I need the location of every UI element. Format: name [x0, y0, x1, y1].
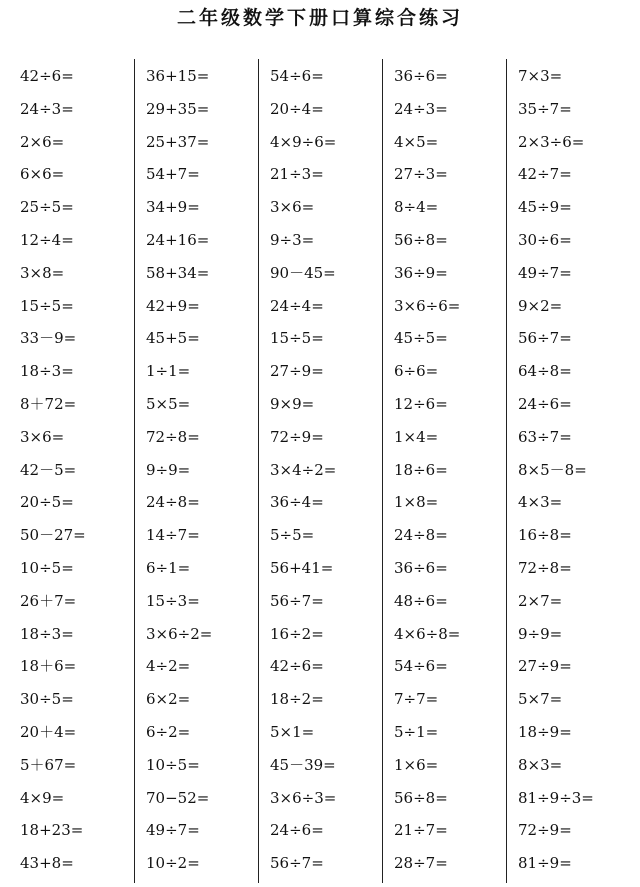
arithmetic-problem: 27÷9= — [270, 362, 324, 381]
arithmetic-problem: 5×1= — [270, 723, 315, 741]
arithmetic-problem: 6×2= — [146, 690, 191, 709]
arithmetic-problem: 45－39= — [270, 755, 336, 774]
arithmetic-problem: 15÷5= — [270, 329, 324, 348]
arithmetic-problem: 30÷6= — [518, 231, 572, 249]
arithmetic-problem: 10÷5= — [146, 755, 200, 774]
arithmetic-problem: 21÷7= — [394, 821, 448, 840]
problem-column-5 — [506, 59, 630, 883]
arithmetic-problem: 9÷3= — [270, 231, 315, 249]
arithmetic-problem: 30÷5= — [20, 690, 74, 709]
arithmetic-problem: 9÷9= — [518, 624, 563, 643]
arithmetic-problem: 3×6= — [20, 427, 65, 446]
arithmetic-problem: 56+41= — [270, 559, 334, 577]
arithmetic-problem: 72÷9= — [518, 821, 572, 840]
arithmetic-problem: 5×5= — [146, 395, 191, 413]
arithmetic-problem: 1×8= — [394, 493, 439, 512]
arithmetic-problem: 10÷5= — [20, 559, 74, 577]
arithmetic-problem: 20÷5= — [20, 493, 74, 512]
arithmetic-problem: 18+23= — [20, 821, 84, 840]
arithmetic-problem: 5÷1= — [394, 723, 439, 741]
arithmetic-problem: 9×9= — [270, 395, 315, 413]
arithmetic-problem: 8×5－8= — [518, 460, 587, 479]
arithmetic-problem: 24÷6= — [518, 395, 572, 413]
arithmetic-problem: 1×4= — [394, 427, 439, 446]
arithmetic-problem: 6÷1= — [146, 559, 191, 577]
arithmetic-problem: 4÷2= — [146, 657, 191, 676]
arithmetic-problem: 4×3= — [518, 493, 563, 512]
arithmetic-problem: 2×6= — [20, 132, 65, 151]
arithmetic-problem: 5＋67= — [20, 755, 77, 774]
arithmetic-problem: 3×4÷2= — [270, 460, 337, 479]
arithmetic-problem: 25+37= — [146, 132, 210, 151]
arithmetic-problem: 1÷1= — [146, 362, 191, 381]
arithmetic-problem: 72÷8= — [146, 427, 200, 446]
arithmetic-problem: 18＋6= — [20, 657, 77, 676]
page-title: 二年级数学下册口算综合练习 — [176, 7, 463, 29]
arithmetic-problem: 36÷6= — [394, 67, 448, 85]
arithmetic-problem: 18÷6= — [394, 460, 448, 479]
arithmetic-problem: 56÷7= — [270, 854, 324, 873]
problem-column-4 — [382, 59, 506, 883]
arithmetic-problem: 4×5= — [394, 132, 439, 151]
arithmetic-problem: 48÷6= — [394, 591, 448, 610]
arithmetic-problem: 24÷8= — [394, 526, 448, 545]
arithmetic-problem: 3×6÷6= — [394, 296, 461, 315]
arithmetic-problem: 14÷7= — [146, 526, 200, 545]
arithmetic-problem: 26＋7= — [20, 591, 77, 610]
arithmetic-problem: 18÷3= — [20, 624, 74, 643]
arithmetic-problem: 54+7= — [146, 165, 200, 184]
arithmetic-problem: 64÷8= — [518, 362, 572, 381]
arithmetic-problem: 56÷8= — [394, 788, 448, 807]
arithmetic-problem: 8＋72= — [20, 395, 77, 413]
arithmetic-problem: 63÷7= — [518, 427, 572, 446]
arithmetic-problem: 12÷6= — [394, 395, 448, 413]
arithmetic-problem: 36÷9= — [394, 263, 448, 282]
arithmetic-problem: 43+8= — [20, 854, 74, 873]
arithmetic-problem: 3×6= — [270, 198, 315, 217]
arithmetic-problem: 42÷6= — [270, 657, 324, 676]
arithmetic-problem: 24÷6= — [270, 821, 324, 840]
arithmetic-problem: 25÷5= — [20, 198, 74, 217]
arithmetic-problem: 21÷3= — [270, 165, 324, 184]
arithmetic-problem: 70−52= — [146, 788, 210, 807]
problem-column-1 — [10, 59, 134, 883]
arithmetic-problem: 9÷9= — [146, 460, 191, 479]
arithmetic-problem: 54÷6= — [270, 67, 324, 85]
arithmetic-problem: 4×9÷6= — [270, 132, 337, 151]
arithmetic-problem: 29+35= — [146, 99, 210, 118]
arithmetic-problem: 24÷3= — [20, 99, 74, 118]
arithmetic-problem: 45÷5= — [394, 329, 448, 348]
arithmetic-problem: 45÷9= — [518, 198, 572, 217]
arithmetic-problem: 20÷4= — [270, 99, 324, 118]
arithmetic-problem: 2×7= — [518, 591, 563, 610]
arithmetic-problem: 9×2= — [518, 296, 563, 315]
arithmetic-problem: 18÷9= — [518, 723, 572, 741]
arithmetic-problem: 28÷7= — [394, 854, 448, 873]
arithmetic-problem: 49÷7= — [518, 263, 572, 282]
arithmetic-problem: 42÷7= — [518, 165, 572, 184]
arithmetic-problem: 8×3= — [518, 755, 563, 774]
arithmetic-problem: 27÷9= — [518, 657, 572, 676]
problem-grid — [10, 59, 630, 883]
arithmetic-problem: 81÷9÷3= — [518, 788, 594, 807]
arithmetic-problem: 12÷4= — [20, 231, 74, 249]
problem-column-3 — [258, 59, 382, 883]
arithmetic-problem: 90－45= — [270, 263, 336, 282]
arithmetic-problem: 42－5= — [20, 460, 77, 479]
arithmetic-problem: 50－27= — [20, 526, 86, 545]
arithmetic-problem: 56÷7= — [270, 591, 324, 610]
arithmetic-problem: 7÷7= — [394, 690, 439, 709]
arithmetic-problem: 24+16= — [146, 231, 210, 249]
arithmetic-problem: 4×6÷8= — [394, 624, 461, 643]
arithmetic-problem: 54÷6= — [394, 657, 448, 676]
arithmetic-problem: 15÷3= — [146, 591, 200, 610]
arithmetic-problem: 8÷4= — [394, 198, 439, 217]
arithmetic-problem: 45+5= — [146, 329, 200, 348]
arithmetic-problem: 6×6= — [20, 165, 65, 184]
arithmetic-problem: 18÷3= — [20, 362, 74, 381]
arithmetic-problem: 56÷8= — [394, 231, 448, 249]
arithmetic-problem: 16÷8= — [518, 526, 572, 545]
arithmetic-problem: 3×6÷2= — [146, 624, 213, 643]
arithmetic-problem: 7×3= — [518, 67, 563, 85]
arithmetic-problem: 34+9= — [146, 198, 200, 217]
arithmetic-problem: 3×8= — [20, 263, 65, 282]
arithmetic-problem: 24÷8= — [146, 493, 200, 512]
arithmetic-problem: 15÷5= — [20, 296, 74, 315]
problem-column-2 — [134, 59, 258, 883]
arithmetic-problem: 4×9= — [20, 788, 65, 807]
arithmetic-problem: 35÷7= — [518, 99, 572, 118]
arithmetic-problem: 33－9= — [20, 329, 77, 348]
arithmetic-problem: 2×3÷6= — [518, 132, 585, 151]
arithmetic-problem: 10÷2= — [146, 854, 200, 873]
arithmetic-problem: 24÷3= — [394, 99, 448, 118]
arithmetic-problem: 5×7= — [518, 690, 563, 709]
arithmetic-problem: 56÷7= — [518, 329, 572, 348]
arithmetic-problem: 36÷4= — [270, 493, 324, 512]
arithmetic-problem: 42+9= — [146, 296, 200, 315]
arithmetic-problem: 6÷6= — [394, 362, 439, 381]
arithmetic-problem: 1×6= — [394, 755, 439, 774]
arithmetic-problem: 24÷4= — [270, 296, 324, 315]
arithmetic-problem: 36÷6= — [394, 559, 448, 577]
arithmetic-problem: 72÷9= — [270, 427, 324, 446]
arithmetic-problem: 36+15= — [146, 67, 210, 85]
arithmetic-problem: 3×6÷3= — [270, 788, 337, 807]
arithmetic-problem: 58+34= — [146, 263, 210, 282]
arithmetic-problem: 42÷6= — [20, 67, 74, 85]
arithmetic-problem: 72÷8= — [518, 559, 572, 577]
arithmetic-problem: 16÷2= — [270, 624, 324, 643]
arithmetic-problem: 18÷2= — [270, 690, 324, 709]
arithmetic-problem: 20＋4= — [20, 723, 77, 741]
arithmetic-problem: 81÷9= — [518, 854, 572, 873]
arithmetic-problem: 5÷5= — [270, 526, 315, 545]
arithmetic-problem: 6÷2= — [146, 723, 191, 741]
arithmetic-problem: 49÷7= — [146, 821, 200, 840]
arithmetic-problem: 27÷3= — [394, 165, 448, 184]
